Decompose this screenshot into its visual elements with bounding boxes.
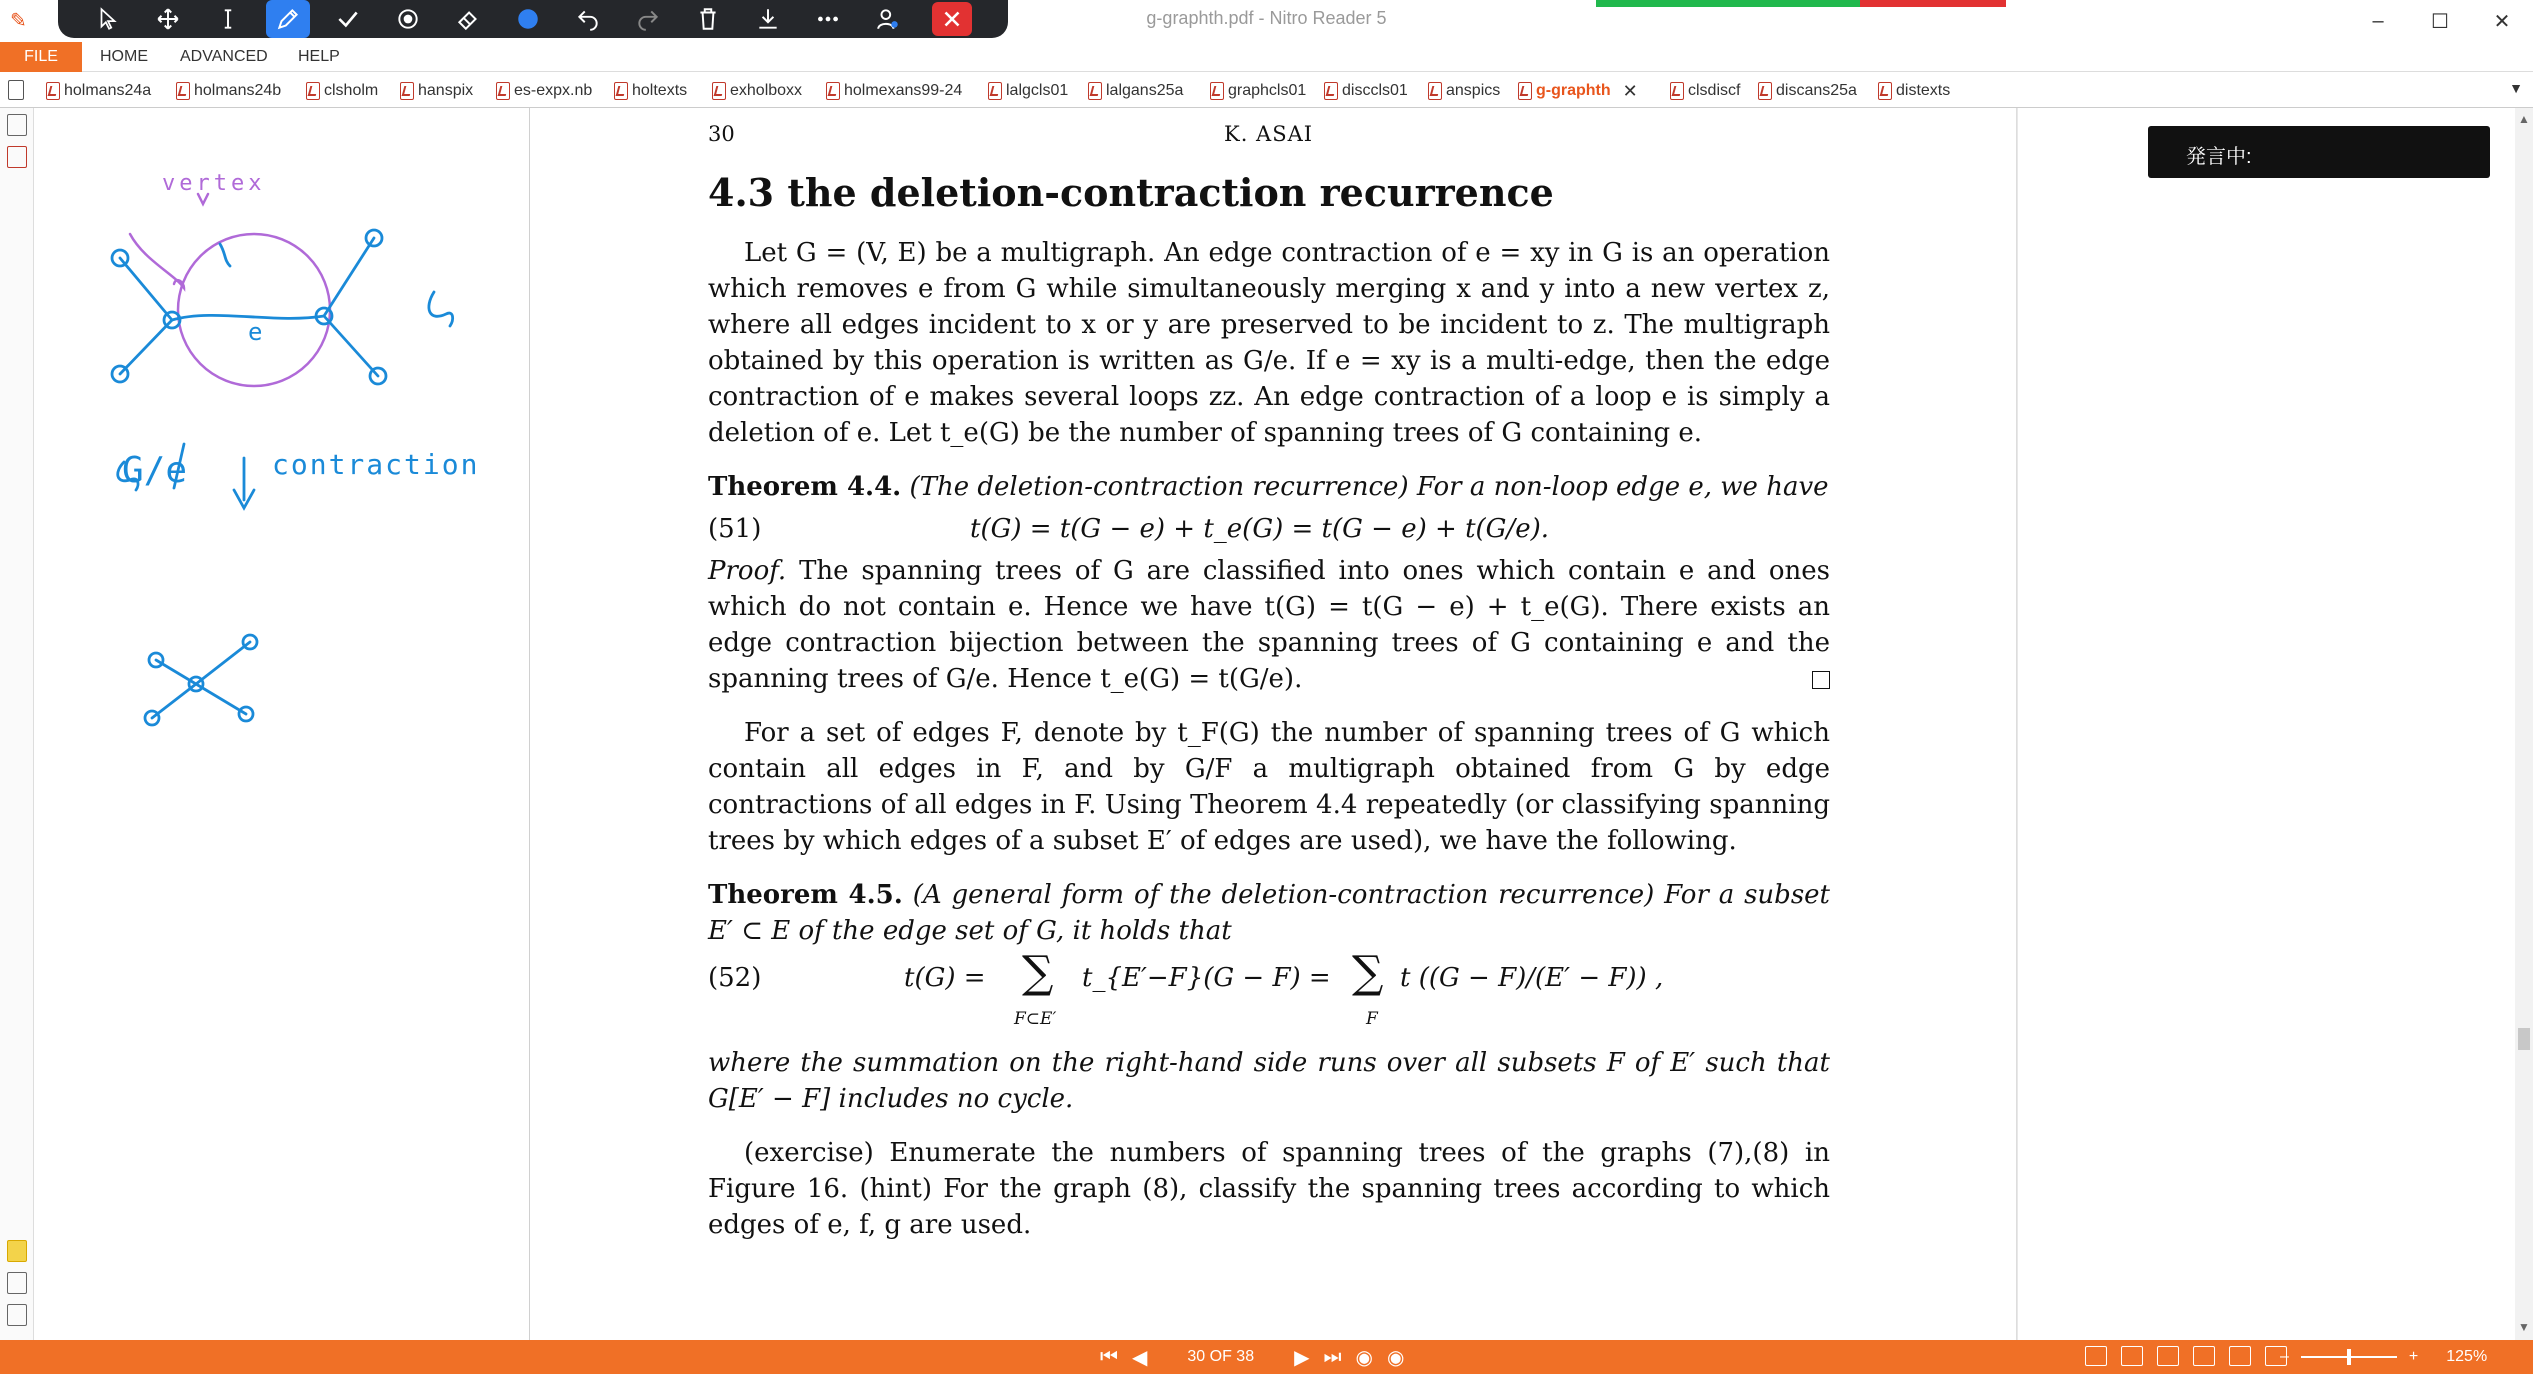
pages-icon[interactable] xyxy=(7,114,27,136)
zoom-out-button[interactable]: – xyxy=(2280,1348,2289,1365)
redo-icon[interactable] xyxy=(618,0,678,38)
pdf-icon xyxy=(614,82,628,100)
tab-exholboxx[interactable]: exholboxx xyxy=(712,78,802,104)
eq52-sub2: F xyxy=(1366,1009,1378,1029)
pdf-icon xyxy=(1670,82,1684,100)
tab-holmans24a[interactable]: holmans24a xyxy=(46,78,151,104)
ink-drawing xyxy=(34,108,530,1340)
forward-view-icon[interactable]: ◉ xyxy=(1386,1346,1405,1369)
tab-clsholm[interactable]: clsholm xyxy=(306,78,378,104)
left-rail xyxy=(0,108,34,1340)
proof-body: The spanning trees of G are classified into ones which contain e and ones which do not contain e. Hence we have t(G) = t(G − e) + t_e(G). There exists an edge contraction bijection between the spanning trees of G containing e and the spanning trees of G/e. Hence t_e(G) = t(G/e). xyxy=(708,556,1830,694)
eq52-lhs: t(G) = xyxy=(904,963,986,993)
contraction-label: contraction xyxy=(272,448,480,481)
fit-width-icon[interactable] xyxy=(2229,1346,2251,1366)
proof xyxy=(708,553,1830,697)
window-title: g-graphth.pdf - Nitro Reader 5 xyxy=(1146,8,1387,28)
tab-disccls01[interactable]: disccls01 xyxy=(1324,78,1408,104)
facing-continuous-view-icon[interactable] xyxy=(2193,1346,2215,1366)
tab-lalgcls01[interactable]: lalgcls01 xyxy=(988,78,1068,104)
text-cursor-icon[interactable] xyxy=(198,0,258,38)
tab-lalgans25a[interactable]: lalgans25a xyxy=(1088,78,1183,104)
tab-overflow-icon[interactable]: ▼ xyxy=(2509,80,2523,96)
eraser-icon[interactable] xyxy=(438,0,498,38)
scroll-thumb[interactable] xyxy=(2518,1028,2530,1050)
prev-page-icon[interactable]: ◀ xyxy=(1132,1346,1148,1369)
document-view[interactable] xyxy=(530,108,2017,1340)
target-icon[interactable] xyxy=(378,0,438,38)
paragraph-1: Let G = (V, E) be a multigraph. An edge contraction of e = xy in G is an operation which removes e from G while simultaneously merging x and y into a new vertex z, where all edges incident to x or y are preserved to be incident to z. The multigraph obtained by this operation is written as G/e. If e = xy is a multi-edge, then the edge contraction of e makes several loops zz. An edge contraction of a loop e is simply a deletion of e. Let t_e(G) be the number of spanning trees of G containing e. xyxy=(708,238,1830,448)
pdf-icon xyxy=(46,82,60,100)
pdf-page xyxy=(708,108,1830,1243)
bookmarks-icon[interactable] xyxy=(7,146,27,168)
select-arrow-icon[interactable] xyxy=(78,0,138,38)
next-page-icon[interactable]: ▶ xyxy=(1294,1346,1310,1369)
pan-icon[interactable] xyxy=(138,0,198,38)
presence-green-bar xyxy=(1596,0,1860,7)
tab-graphcls01[interactable]: graphcls01 xyxy=(1210,78,1306,104)
pdf-icon xyxy=(1518,82,1532,100)
menu-file[interactable]: FILE xyxy=(0,42,82,72)
equation-51-body: t(G) = t(G − e) + t_e(G) = t(G − e) + t(G/e). xyxy=(970,514,1549,544)
first-page-icon[interactable]: ⏮ xyxy=(1100,1345,1118,1368)
menu-help[interactable]: HELP xyxy=(298,48,340,65)
layers-icon[interactable] xyxy=(7,1304,27,1326)
tab-holmans24b[interactable]: holmans24b xyxy=(176,78,281,104)
menu-advanced[interactable]: ADVANCED xyxy=(180,48,268,65)
paragraph-2: For a set of edges F, denote by t_F(G) the number of spanning trees of G which contain all edges in F, and by G/F a multigraph obtained from G by edge contractions of all edges in F. Using Theorem 4.4 repeatedly (or classifying spanning trees by which edges of a subset E′ of edges are used), we have the following. xyxy=(708,718,1830,856)
vertical-scrollbar[interactable] xyxy=(2515,108,2533,1340)
pen-icon[interactable] xyxy=(266,0,310,38)
speaking-indicator: 発言中: xyxy=(2148,126,2490,178)
equation-51 xyxy=(708,505,1830,553)
presence-red-bar xyxy=(1860,0,2006,7)
sum-symbol-1-icon: ∑ xyxy=(1022,947,1054,998)
theorem-4-5 xyxy=(708,877,1830,949)
back-view-icon[interactable]: ◉ xyxy=(1355,1346,1373,1369)
close-window-button[interactable]: ✕ xyxy=(2493,10,2511,33)
tab-close-icon[interactable]: ✕ xyxy=(1622,80,1638,101)
page-number: 30 xyxy=(708,122,735,146)
ge-label: G/e xyxy=(122,450,188,491)
maximize-button[interactable]: ☐ xyxy=(2431,10,2449,33)
tab-clsdiscf[interactable]: clsdiscf xyxy=(1670,78,1740,104)
user-settings-icon[interactable] xyxy=(858,0,918,38)
tab-g-graphth[interactable]: g-graphth ✕ xyxy=(1518,78,1638,104)
tab-holtexts[interactable]: holtexts xyxy=(614,78,687,104)
section-title: 4.3 the deletion-contraction recurrence xyxy=(708,170,1554,215)
zoom-in-button[interactable]: + xyxy=(2408,1348,2419,1365)
running-header xyxy=(708,108,1830,158)
attachments-icon[interactable] xyxy=(7,1272,27,1294)
tab-es-expx[interactable]: es-expx.nb xyxy=(496,78,592,104)
menu-home[interactable]: HOME xyxy=(100,48,148,65)
page-navigation xyxy=(1100,1340,1404,1374)
pdf-icon xyxy=(1210,82,1224,100)
status-bar xyxy=(0,1340,2533,1374)
view-mode-buttons xyxy=(2085,1346,2287,1366)
equation-51-number: (51) xyxy=(708,514,762,544)
tab-hanspix[interactable]: hanspix xyxy=(400,78,473,104)
pdf-icon xyxy=(400,82,414,100)
check-icon[interactable] xyxy=(318,0,378,38)
comments-icon[interactable] xyxy=(7,1240,27,1262)
pdf-icon xyxy=(988,82,1002,100)
edge-label: e xyxy=(248,318,263,346)
nitro-logo-icon: ✎ xyxy=(10,10,27,32)
scroll-down-icon[interactable]: ▼ xyxy=(2518,1320,2530,1334)
zoom-level[interactable]: 125% xyxy=(2446,1348,2488,1365)
tab-discans25a[interactable]: discans25a xyxy=(1758,78,1857,104)
pdf-icon xyxy=(1428,82,1442,100)
continuous-view-icon[interactable] xyxy=(2121,1346,2143,1366)
annotation-toolbar xyxy=(58,0,1008,38)
pdf-icon xyxy=(1324,82,1338,100)
eq52-sub1: F⊂E′ xyxy=(1014,1009,1057,1029)
menu-bar xyxy=(0,42,2533,72)
paragraph-4: (exercise) Enumerate the numbers of spanning trees of the graphs (7),(8) in Figure 16. (hint) For the graph (8), classify the spanning trees according to which edges of e, f, g are used. xyxy=(708,1138,1830,1240)
pdf-icon xyxy=(496,82,510,100)
theorem-4-4 xyxy=(708,469,1830,505)
eq52-rhs: t ((G − F)/(E′ − F)) , xyxy=(1400,963,1664,993)
pdf-icon xyxy=(176,82,190,100)
scroll-up-icon[interactable]: ▲ xyxy=(2518,112,2530,126)
theorem-4-5-head: Theorem 4.5. xyxy=(708,880,903,910)
tab-distexts[interactable]: distexts xyxy=(1878,78,1950,104)
tab-anspics[interactable]: anspics xyxy=(1428,78,1500,104)
qed-box-icon xyxy=(1812,671,1830,689)
theorem-4-5-body: (A general form of the deletion-contraction recurrence) For a subset E′ ⊂ E of the edge set of G, it holds that xyxy=(708,880,1830,946)
eq52-mid: t_{E′−F}(G − F) = xyxy=(1082,963,1331,993)
vertex-label: vertex xyxy=(162,171,266,196)
close-toolbar-icon[interactable] xyxy=(932,2,972,36)
zoom-control xyxy=(2280,1340,2487,1374)
paragraph-3: where the summation on the right-hand side runs over all subsets F of E′ such that G[E′ − F] includes no cycle. xyxy=(708,1048,1830,1114)
tab-holmexans99-24[interactable]: holmexans99-24 xyxy=(826,78,962,104)
equation-52-number: (52) xyxy=(708,963,762,993)
pdf-icon xyxy=(306,82,320,100)
page-indicator[interactable]: 30 OF 38 xyxy=(1187,1348,1255,1365)
trash-icon[interactable] xyxy=(678,0,738,38)
author-header: K. ASAI xyxy=(1224,122,1314,146)
pdf-icon xyxy=(826,82,840,100)
zoom-slider-thumb[interactable] xyxy=(2347,1349,2351,1365)
pdf-icon xyxy=(1878,82,1892,100)
pdf-icon xyxy=(1088,82,1102,100)
more-icon[interactable] xyxy=(798,0,858,38)
minimize-button[interactable]: – xyxy=(2372,9,2384,32)
undo-icon[interactable] xyxy=(558,0,618,38)
theorem-4-4-body: (The deletion-contraction recurrence) For a non-loop edge e, we have xyxy=(909,472,1829,502)
ink-circle xyxy=(178,234,330,386)
zoom-slider[interactable] xyxy=(2301,1356,2397,1358)
download-icon[interactable] xyxy=(738,0,798,38)
ink-annotation-panel[interactable] xyxy=(34,108,530,1340)
sum-symbol-2-icon: ∑ xyxy=(1352,947,1384,998)
facing-view-icon[interactable] xyxy=(2157,1346,2179,1366)
theorem-4-4-head: Theorem 4.4. xyxy=(708,472,902,502)
single-page-view-icon[interactable] xyxy=(2085,1346,2107,1366)
last-page-icon[interactable]: ⏭ xyxy=(1323,1345,1342,1368)
color-picker-icon[interactable] xyxy=(498,0,558,38)
pdf-icon xyxy=(712,82,726,100)
pdf-icon xyxy=(1758,82,1772,100)
graph-label: G xyxy=(434,314,435,315)
right-pane xyxy=(2018,108,2515,1340)
document-tab-bar xyxy=(0,72,2533,108)
proof-head: Proof. xyxy=(708,556,787,586)
page-thumb-icon[interactable] xyxy=(8,80,24,100)
equation-52 xyxy=(708,949,1830,1045)
